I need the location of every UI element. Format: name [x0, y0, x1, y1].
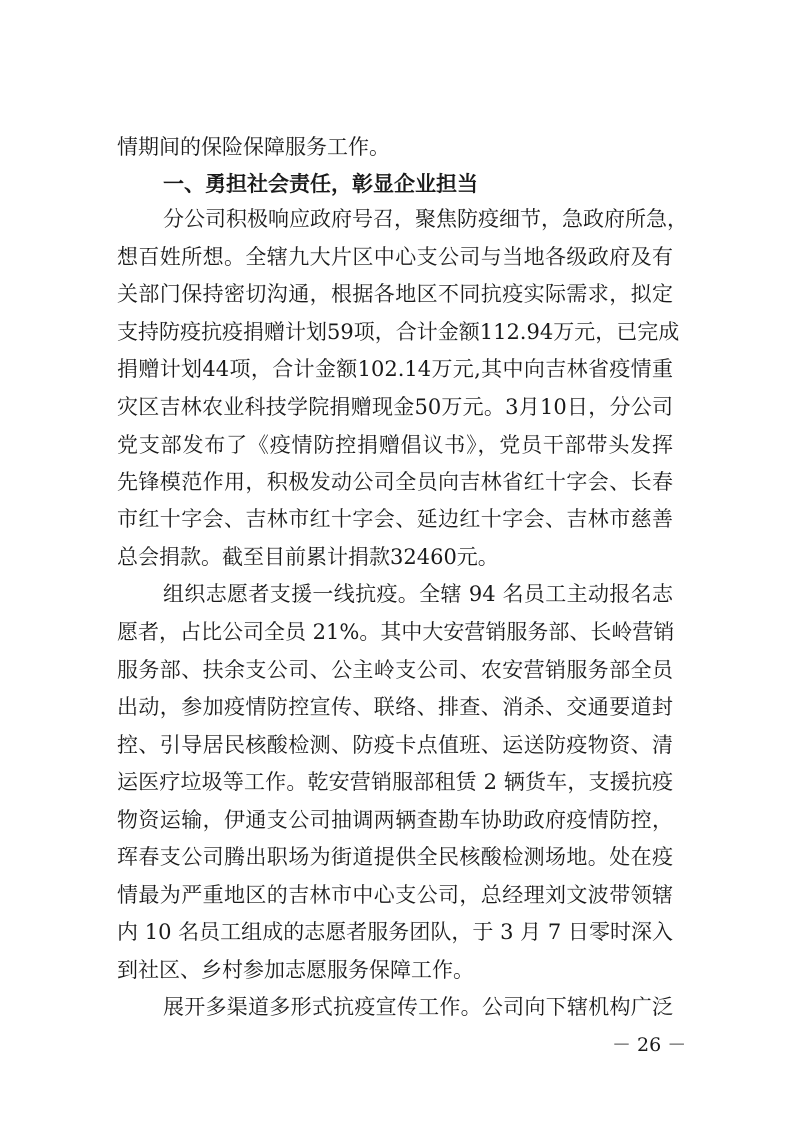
paragraph-line: 展开多渠道多形式抗疫宣传工作。公司向下辖机构广泛 [163, 995, 673, 1019]
paragraph-line: 到社区、乡村参加志愿服务保障工作。 [117, 958, 474, 982]
paragraph-line: 物资运输，伊通支公司抽调两辆查勘车协助政府疫情防控， [117, 808, 673, 832]
paragraph-line: 想百姓所想。全辖九大片区中心支公司与当地各级政府及有 [117, 245, 673, 269]
paragraph-line: 分公司积极响应政府号召，聚焦防疫细节，急政府所急， [163, 207, 688, 231]
page-number: － 26 － [612, 1034, 687, 1056]
paragraph-line: 市红十字会、吉林市红十字会、延边红十字会、吉林市慈善 [117, 507, 673, 531]
paragraph-line: 控、引导居民核酸检测、防疫卡点值班、运送防疫物资、清 [117, 733, 673, 757]
paragraph-line: 党支部发布了《疫情防控捐赠倡议书》，党员干部带头发挥 [117, 433, 673, 457]
paragraph-line: 情最为严重地区的吉林市中心支公司，总经理刘文波带领辖 [117, 883, 673, 907]
paragraph-line: 灾区吉林农业科技学院捐赠现金50万元。3月10日，分公司 [117, 395, 673, 419]
paragraph-line: 情期间的保险保障服务工作。 [117, 135, 390, 159]
paragraph-line: 运医疗垃圾等工作。乾安营销服部租赁 2 辆货车，支援抗疫 [117, 770, 673, 794]
paragraph-line: 捐赠计划44项，合计金额102.14万元,其中向吉林省疫情重 [117, 357, 673, 381]
paragraph-line: 愿者，占比公司全员 21%。其中大安营销服务部、长岭营销 [117, 620, 675, 644]
section-heading: 一、勇担社会责任，彰显企业担当 [163, 172, 478, 196]
paragraph-line: 组织志愿者支援一线抗疫。全辖 94 名员工主动报名志 [163, 582, 673, 606]
paragraph-line: 支持防疫抗疫捐赠计划59项，合计金额112.94万元，已完成 [117, 320, 680, 344]
paragraph-line: 珲春支公司腾出职场为街道提供全民核酸检测场地。处在疫 [117, 845, 673, 869]
paragraph-line: 先锋模范作用，积极发动公司全员向吉林省红十字会、长春 [117, 470, 673, 494]
paragraph-line: 内 10 名员工组成的志愿者服务团队，于 3 月 7 日零时深入 [117, 920, 673, 944]
paragraph-line: 服务部、扶余支公司、公主岭支公司、农安营销服务部全员 [117, 658, 673, 682]
paragraph-line: 关部门保持密切沟通，根据各地区不同抗疫实际需求，拟定 [117, 282, 673, 306]
paragraph-line: 总会捐款。截至目前累计捐款32460元。 [117, 545, 499, 569]
paragraph-line: 出动，参加疫情防控宣传、联络、排查、消杀、交通要道封 [117, 695, 673, 719]
